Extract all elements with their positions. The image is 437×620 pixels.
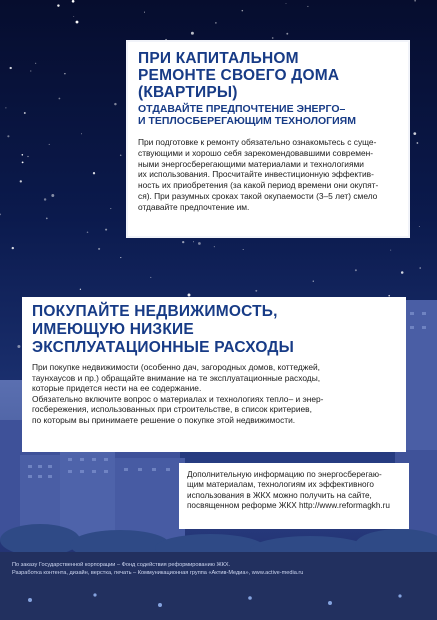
body-line: госбережения, использованных при строительстве, в список критериев, — [32, 404, 312, 415]
body-line: щим материалам, технологиям их эффективного — [187, 480, 374, 490]
body-line: ствующими и хорошо себя зарекомендовавшими современ- — [138, 147, 374, 158]
renovation-subheading — [138, 103, 398, 127]
body-line: Дополнительную информацию по энергосберегаю- — [187, 470, 382, 479]
footer-credits — [12, 561, 432, 577]
body-line: ными энергосберегающими материалами и технологиями — [138, 158, 364, 169]
body-line: При покупке недвижимости (особенно дач, загородных домов, коттеджей, — [32, 362, 320, 372]
renovation-body-text — [138, 137, 398, 213]
body-line: ность их приобретения (за какой период времени они окупят- — [138, 180, 379, 191]
more-info-panel — [179, 463, 409, 529]
body-line: использования в ЖКХ можно получить на сайте, — [187, 490, 372, 500]
heading-line: ЭКСПЛУАТАЦИОННЫЕ РАСХОДЫ — [32, 339, 294, 356]
property-body-text — [32, 362, 396, 426]
footer-line: Разработка контента, дизайн, верстка, печать – Коммуникационная группа «Актив-Медиа», www.active-media.ru — [12, 570, 304, 576]
renovation-heading — [138, 50, 398, 101]
body-line: таунхаусов и пр.) обращайте внимание на те эксплуатационные расходы, — [32, 372, 321, 383]
body-line: по которым вы принимаете решение о покупке этой недвижимости. — [32, 414, 296, 425]
body-line: отдавайте предпочтение им. — [138, 201, 250, 212]
renovation-advice-panel — [126, 40, 410, 238]
property-heading — [32, 303, 396, 357]
body-line: посвященном реформе ЖКХ http://www.reformagkh.ru — [187, 501, 390, 511]
body-line: их использования. Просчитайте инвестиционную эффектив- — [138, 169, 374, 180]
more-info-text — [187, 470, 401, 512]
property-purchase-advice-band — [22, 297, 406, 452]
subheading-line: ОТДАВАЙТЕ ПРЕДПОЧТЕНИЕ ЭНЕРГО– — [138, 103, 346, 115]
body-line: которые придется нести на ее содержание. — [32, 383, 202, 394]
heading-line: ИМЕЮЩУЮ НИЗКИЕ — [32, 321, 194, 338]
body-line: Обязательно включите вопрос о материалах и технологиях тепло– и энер- — [32, 393, 324, 404]
heading-line: ПРИ КАПИТАЛЬНОМ — [138, 50, 299, 67]
body-line: ся). При разумных сроках такой окупаемости (3–5 лет) смело — [138, 190, 378, 201]
heading-line: РЕМОНТЕ СВОЕГО ДОМА — [138, 67, 340, 84]
heading-line: ПОКУПАЙТЕ НЕДВИЖИМОСТЬ, — [32, 303, 278, 320]
footer-line: По заказу Государственной корпорации – Фонд содействия реформированию ЖКХ. — [12, 562, 231, 568]
body-line: При подготовке к ремонту обязательно ознакомьтесь с суще- — [138, 137, 377, 147]
heading-line: (КВАРТИРЫ) — [138, 84, 238, 101]
subheading-line: И ТЕПЛОСБЕРЕГАЮЩИМ ТЕХНОЛОГИЯМ — [138, 115, 356, 127]
